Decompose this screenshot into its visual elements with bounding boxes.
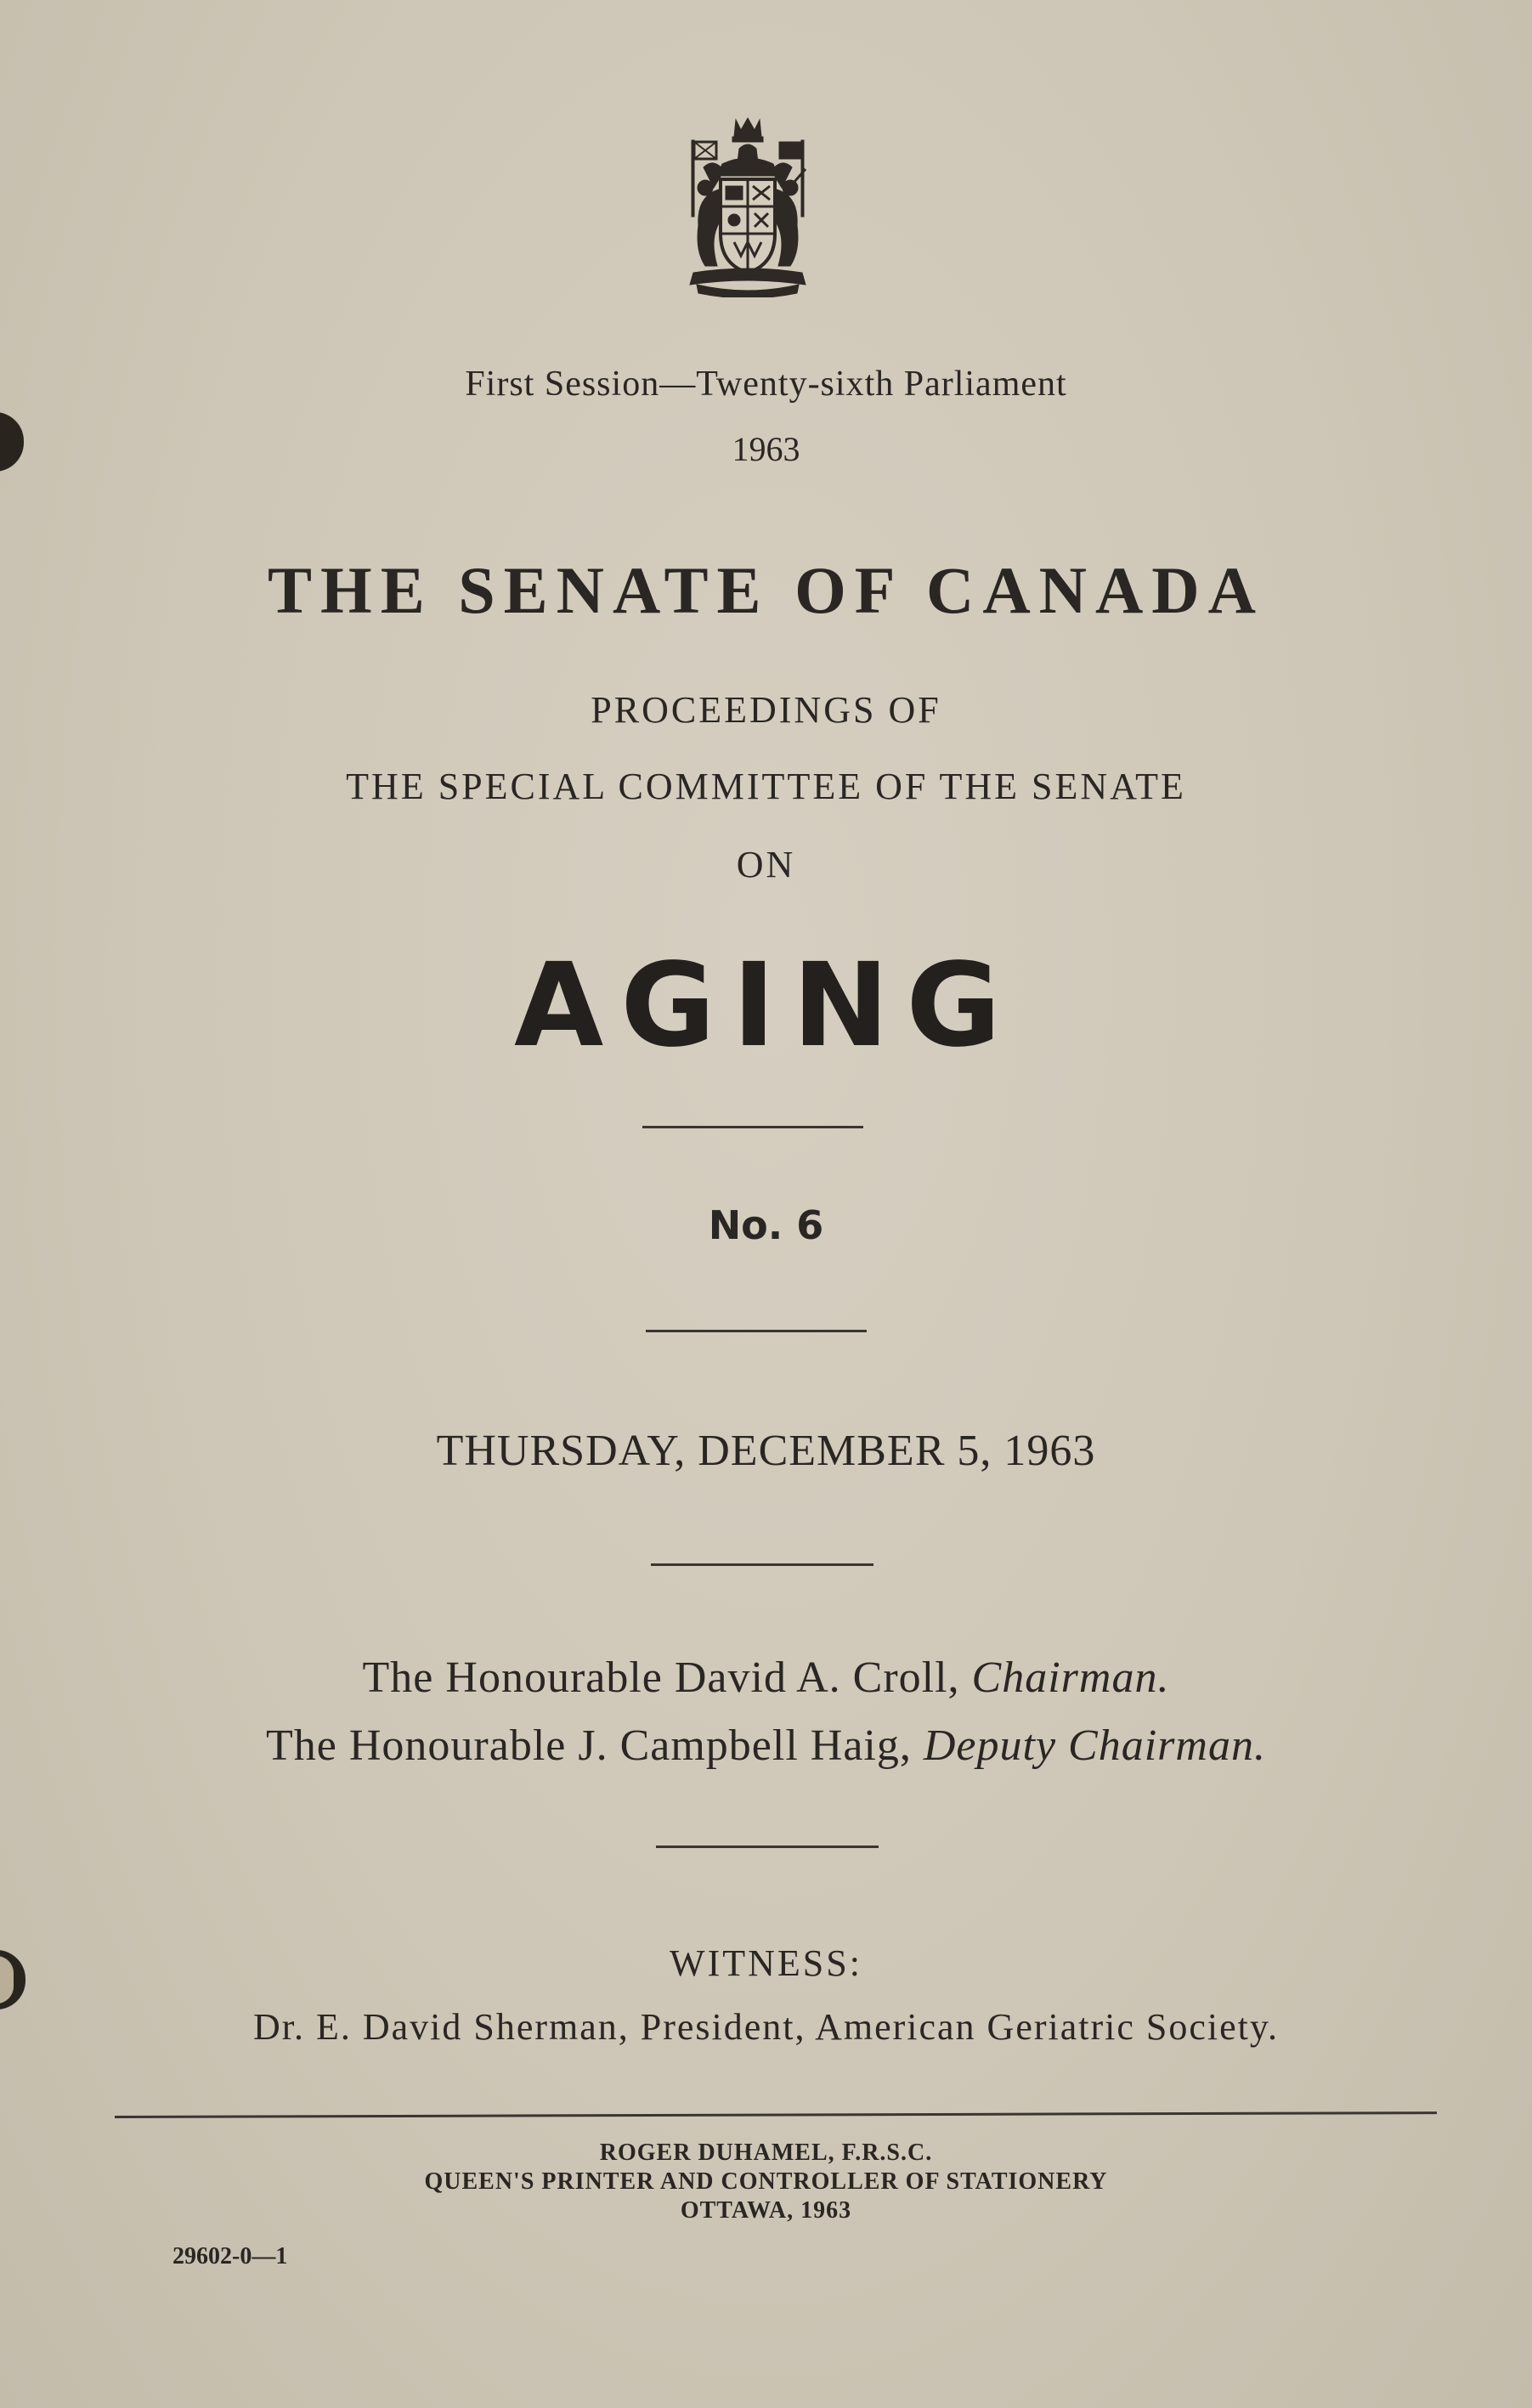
committee-heading: THE SPECIAL COMMITTEE OF THE SENATE <box>346 766 1186 807</box>
chairman-role: Chairman. <box>971 1653 1170 1702</box>
divider-rule <box>656 1846 879 1848</box>
catalog-code: 29602-0—1 <box>172 2243 288 2270</box>
chairman-name: The Honourable David A. Croll, <box>362 1653 960 1702</box>
printer-office: QUEEN'S PRINTER AND CONTROLLER OF STATIONERY <box>424 2168 1108 2195</box>
chairman-line <box>0 1653 1532 1703</box>
session-heading: First Session—Twenty-sixth Parliament <box>465 365 1067 404</box>
institution-title: THE SENATE OF CANADA <box>268 553 1264 627</box>
divider-rule <box>651 1563 873 1566</box>
on-heading: ON <box>736 844 796 885</box>
footer-rule <box>115 2111 1437 2118</box>
meeting-date: THURSDAY, DECEMBER 5, 1963 <box>436 1427 1096 1475</box>
witness-heading: WITNESS: <box>670 1942 862 1984</box>
topic-title: AGING <box>514 939 1018 1073</box>
deputy-chairman-name: The Honourable J. Campbell Haig, <box>266 1721 912 1770</box>
royal-coat-of-arms-icon <box>680 115 816 297</box>
issue-number: No. 6 <box>708 1202 824 1248</box>
deputy-chairman-line <box>0 1721 1532 1771</box>
divider-rule <box>642 1126 863 1128</box>
session-year: 1963 <box>732 430 800 468</box>
proceedings-heading: PROCEEDINGS OF <box>591 689 941 731</box>
printer-name: ROGER DUHAMEL, F.R.S.C. <box>599 2140 933 2166</box>
witness-entry: Dr. E. David Sherman, President, American Geriatric Society. <box>252 2006 1280 2048</box>
printer-place: OTTAWA, 1963 <box>680 2197 852 2224</box>
deputy-chairman-role: Deputy Chairman. <box>923 1721 1266 1770</box>
divider-rule <box>646 1330 867 1332</box>
